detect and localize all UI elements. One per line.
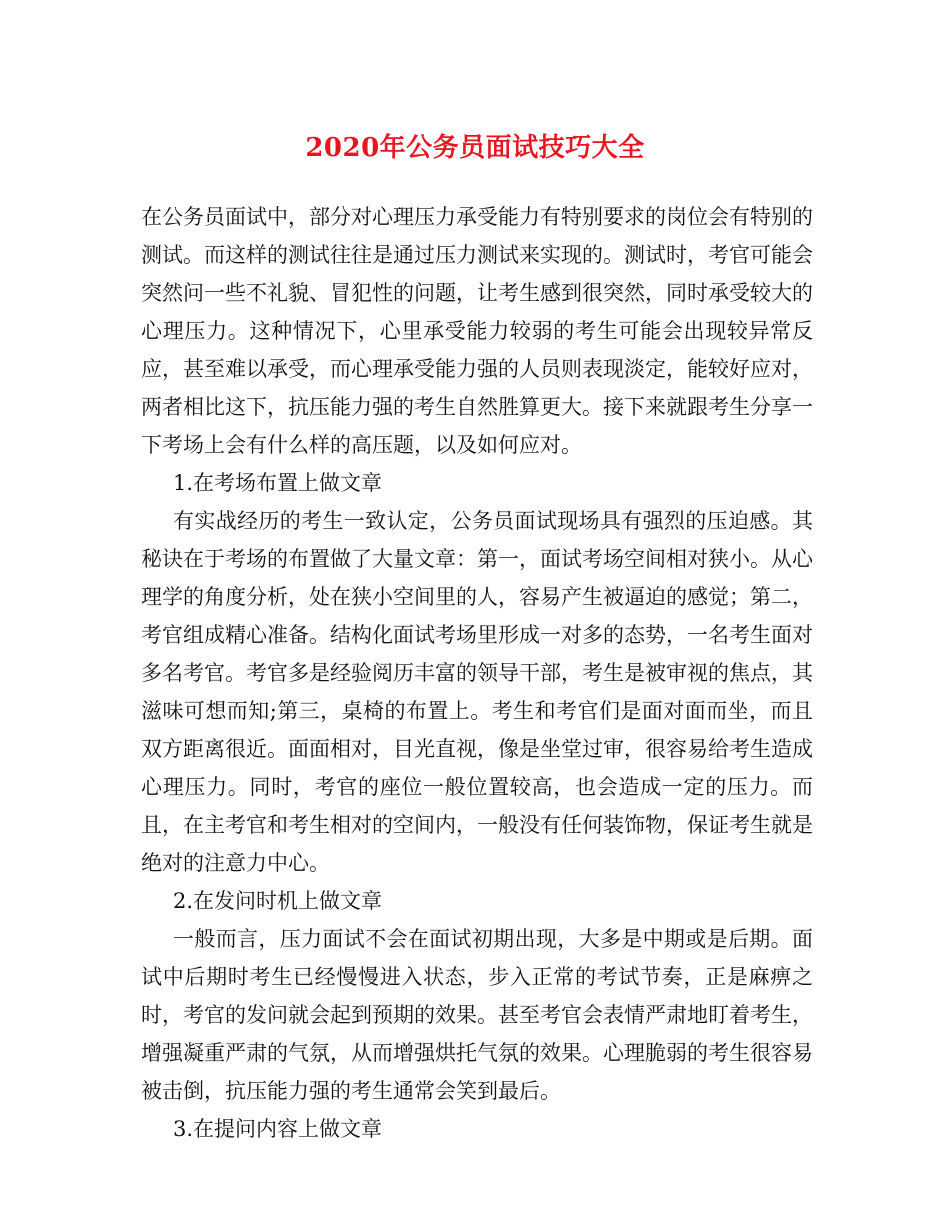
section-heading-2: 2.在发问时机上做文章: [173, 889, 383, 913]
document-title: 2020年公务员面试技巧大全: [305, 133, 645, 163]
document-body: [141, 198, 813, 1148]
section-heading-3: 3.在提问内容上做文章: [173, 1117, 383, 1141]
section-paragraph-2: 一般而言，压力面试不会在面试初期出现，大多是中期或是后期。面试中后期时考生已经慢慢进入状态，步入正常的考试节奏，正是麻痹之时，考官的发问就会起到预期的效果。甚至考官会表情严肃地盯着考生，增强凝重严肃的气氛，从而增强烘托气氛的效果。心理脆弱的考生很容易被击倒，抗压能力强的考生通常会笑到最后。: [141, 927, 813, 1103]
intro-paragraph: 在公务员面试中，部分对心理压力承受能力有特别要求的岗位会有特别的测试。而这样的测试往往是通过压力测试来实现的。测试时，考官可能会突然问一些不礼貌、冒犯性的问题，让考生感到很突然，同时承受较大的心理压力。这种情况下，心里承受能力较弱的考生可能会出现较异常反应，甚至难以承受，而心理承受能力强的人员则表现淡定，能较好应对，两者相比这下，抗压能力强的考生自然胜算更大。接下来就跟考生分享一下考场上会有什么样的高压题，以及如何应对。: [141, 205, 813, 457]
section-paragraph-1: 有实战经历的考生一致认定，公务员面试现场具有强烈的压迫感。其秘诀在于考场的布置做了大量文章：第一，面试考场空间相对狭小。从心理学的角度分析，处在狭小空间里的人，容易产生被逼迫的感觉；第二，考官组成精心准备。结构化面试考场里形成一对多的态势，一名考生面对多名考官。考官多是经验阅历丰富的领导干部，考生是被审视的焦点，其滋味可想而知;第三，桌椅的布置上。考生和考官们是面对面而坐，而且双方距离很近。面面相对，目光直视，像是坐堂过审，很容易给考生造成心理压力。同时，考官的座位一般位置较高，也会造成一定的压力。而且，在主考官和考生相对的空间内，一般没有任何装饰物，保证考生就是绝对的注意力中心。: [141, 509, 813, 875]
section-heading-1: 1.在考场布置上做文章: [173, 471, 383, 495]
